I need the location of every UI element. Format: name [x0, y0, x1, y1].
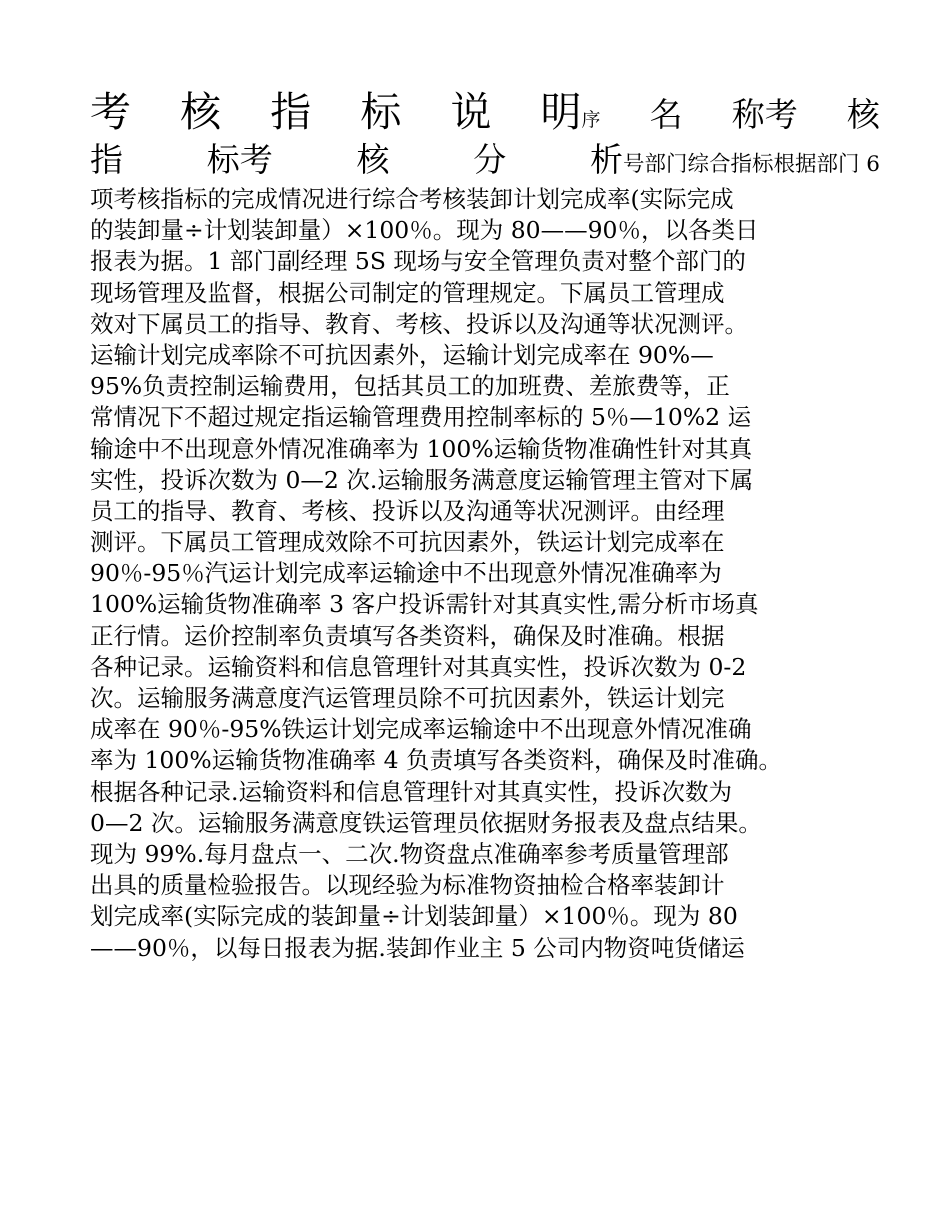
heading-char: 标	[360, 88, 402, 136]
heading-word: 称考	[731, 95, 798, 134]
text-line: 现为 99%.每月盘点一、二次.物资盘点准确率参考质量管理部	[90, 839, 729, 868]
heading-word: 标考	[206, 140, 273, 179]
heading-char: 说	[450, 88, 492, 136]
heading-char: 考	[90, 88, 131, 136]
text-line: 运输计划完成率除不可抗因素外，运输计划完成率在 90%—	[90, 340, 714, 369]
heading-char: 指	[270, 88, 312, 136]
text-line: 100%运输货物准确率 3 客户投诉需针对其真实性,需分析市场真	[90, 590, 759, 619]
heading-line-2	[90, 136, 880, 184]
text-line: 员工的指导、教育、考核、投诉以及沟通等状况测评。由经理	[90, 496, 725, 525]
text-line: 0—2 次。运输服务满意度铁运管理员依据财务报表及盘点结果。	[90, 808, 762, 837]
text-line: 项考核指标的完成情况进行综合考核装卸计划完成率(实际完成	[90, 185, 734, 213]
text-line: 成率在 90％-95%铁运计划完成率运输途中不出现意外情况准确	[90, 715, 752, 744]
text-line: 各种记录。运输资料和信息管理针对其真实性，投诉次数为 0-2	[90, 652, 747, 681]
heading-word: 核	[846, 95, 880, 134]
text-line: 出具的质量检验报告。以现经验为标准物资抽检合格率装卸计	[90, 871, 725, 900]
heading-char: 指	[90, 140, 123, 179]
text-line: 的装卸量÷计划装卸量）×100％。现为 80——90％，以各类日	[90, 216, 759, 245]
text-line: 现场管理及监督，根据公司制定的管理规定。下属员工管理成	[90, 278, 725, 307]
text-line: 效对下属员工的指导、教育、考核、投诉以及沟通等状况测评。	[90, 309, 748, 338]
text-line: ——90％，以每日报表为据.装卸作业主 5 公司内物资吨货储运	[90, 933, 745, 962]
body-text	[90, 88, 880, 964]
text-line: 95%负责控制运输费用，包括其员工的加班费、差旅费等，正	[90, 372, 730, 401]
text-line: 输途中不出现意外情况准确率为 100%运输货物准确性针对其真	[90, 434, 753, 463]
heading-char-group	[590, 136, 880, 189]
text-line: 率为 100%运输货物准确率 4 负责填写各类资料，确保及时准确。	[90, 746, 783, 775]
text-line: 划完成率(实际完成的装卸量÷计划装卸量）×100％。现为 80	[90, 902, 738, 931]
text-line: 90％-95％汽运计划完成率运输途中不出现意外情况准确率为	[90, 559, 722, 588]
heading-char: 核	[180, 88, 222, 136]
text-line: 测评。下属员工管理成效除不可抗因素外，铁运计划完成率在	[90, 528, 725, 557]
text-line: 报表为据。1 部门副经理 5S 现场与安全管理负责对整个部门的	[90, 247, 746, 276]
heading-line-1	[90, 88, 880, 136]
heading-tail-text: 号部门综合指标根据部门 6	[622, 152, 880, 177]
text-line: 实性，投诉次数为 0—2 次.运输服务满意度运输管理主管对下属	[90, 465, 754, 494]
heading-char: 明	[540, 88, 582, 136]
heading-char: 析	[589, 140, 623, 179]
text-line: 次。运输服务满意度汽运管理员除不可抗因素外，铁运计划完	[90, 684, 725, 712]
heading-small-char: 序	[581, 109, 601, 131]
text-line: 根据各种记录.运输资料和信息管理针对其真实性，投诉次数为	[90, 777, 732, 806]
heading-char: 分	[473, 140, 507, 179]
text-line: 常情况下不超过规定指运输管理费用控制率标的 5％—10%2 运	[90, 403, 752, 432]
heading-word: 名	[649, 95, 683, 134]
heading-char: 核	[356, 140, 390, 179]
text-line: 正行情。运价控制率负责填写各类资料，确保及时准确。根据	[90, 621, 725, 650]
